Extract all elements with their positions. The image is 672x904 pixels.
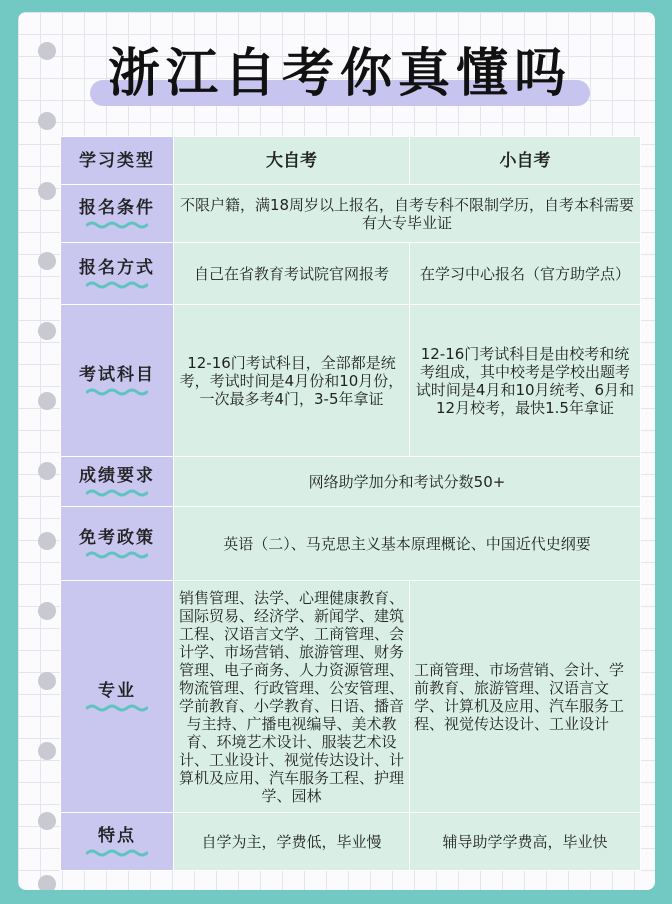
wave-underline <box>86 489 148 497</box>
cell-big: 12-16门考试科目，全部都是统考，考试时间是4月份和10月份，一次最多考4门，3-5年拿证 <box>174 305 410 457</box>
table-row <box>61 305 641 457</box>
row-label <box>61 305 174 457</box>
binding-hole <box>38 182 56 200</box>
header-label: 学习类型 <box>61 137 174 185</box>
cell-small: 工商管理、市场营销、会计、学前教育、旅游管理、汉语言文学、计算机及应用、汽车服务工程、视觉传达设计、工业设计 <box>410 581 641 813</box>
binding-hole <box>38 392 56 410</box>
row-label <box>61 813 174 871</box>
cell-merged: 英语（二）、马克思主义基本原理概论、中国近代史纲要 <box>174 507 641 581</box>
wave-underline <box>86 849 148 857</box>
binding-hole <box>38 875 56 890</box>
row-label <box>61 185 174 243</box>
wave-underline <box>86 388 148 396</box>
header-col-big: 大自考 <box>174 137 410 185</box>
cell-big: 自学为主，学费低，毕业慢 <box>174 813 410 871</box>
row-label-text: 免考政策 <box>79 527 155 548</box>
cell-merged: 不限户籍，满18周岁以上报名，自考专科不限制学历，自考本科需要有大专毕业证 <box>174 185 641 243</box>
cell-small: 在学习中心报名（官方助学点） <box>410 243 641 305</box>
table-row <box>61 813 641 871</box>
cell-big: 销售管理、法学、心理健康教育、国际贸易、经济学、新闻学、建筑工程、汉语言文学、工商管理、会计学、市场营销、旅游管理、财务管理、电子商务、人力资源管理、物流管理、行政管理、公安管理、学前教育、小学教育、日语、播音与主持、广播电视编导、美术教育、环境艺术设计、服装艺术设计、工业设计、视觉传达设计、计算机及应用、汽车服务工程、护理学、园林 <box>174 581 410 813</box>
cell-merged: 网络助学加分和考试分数50+ <box>174 457 641 507</box>
header-col-small: 小自考 <box>410 137 641 185</box>
binding-hole <box>38 742 56 760</box>
table-header-row <box>61 137 641 185</box>
row-label-text: 特点 <box>98 825 136 846</box>
table-row <box>61 507 641 581</box>
row-label-text: 报名方式 <box>79 257 155 278</box>
row-label-text: 专业 <box>98 680 136 701</box>
wave-underline <box>86 551 148 559</box>
row-label <box>61 507 174 581</box>
table-row <box>61 243 641 305</box>
cell-small: 12-16门考试科目是由校考和统考组成，其中校考是学校出题考试时间是4月和10月统考、6月和12月校考，最快1.5年拿证 <box>410 305 641 457</box>
cell-big: 自己在省教育考试院官网报考 <box>174 243 410 305</box>
wave-underline <box>86 221 148 229</box>
cell-small: 辅导助学学费高，毕业快 <box>410 813 641 871</box>
page-title: 浙江自考你真懂吗 <box>107 44 572 104</box>
binding-hole <box>38 672 56 690</box>
row-label-text: 考试科目 <box>79 364 155 385</box>
row-label <box>61 581 174 813</box>
row-label-text: 报名条件 <box>79 197 155 218</box>
row-label <box>61 457 174 507</box>
comparison-table <box>60 136 641 871</box>
binding-hole <box>38 462 56 480</box>
binding-hole <box>38 812 56 830</box>
binding-hole <box>38 322 56 340</box>
title-block <box>60 36 620 116</box>
binding-hole <box>38 532 56 550</box>
wave-underline <box>86 704 148 712</box>
table-row <box>61 185 641 243</box>
table-row <box>61 581 641 813</box>
wave-underline <box>86 281 148 289</box>
binding-hole <box>38 42 56 60</box>
row-label <box>61 243 174 305</box>
binding-hole <box>38 252 56 270</box>
binding-hole <box>38 602 56 620</box>
binding-hole <box>38 112 56 130</box>
table-row <box>61 457 641 507</box>
binding-holes <box>38 30 60 890</box>
row-label-text: 成绩要求 <box>79 465 155 486</box>
